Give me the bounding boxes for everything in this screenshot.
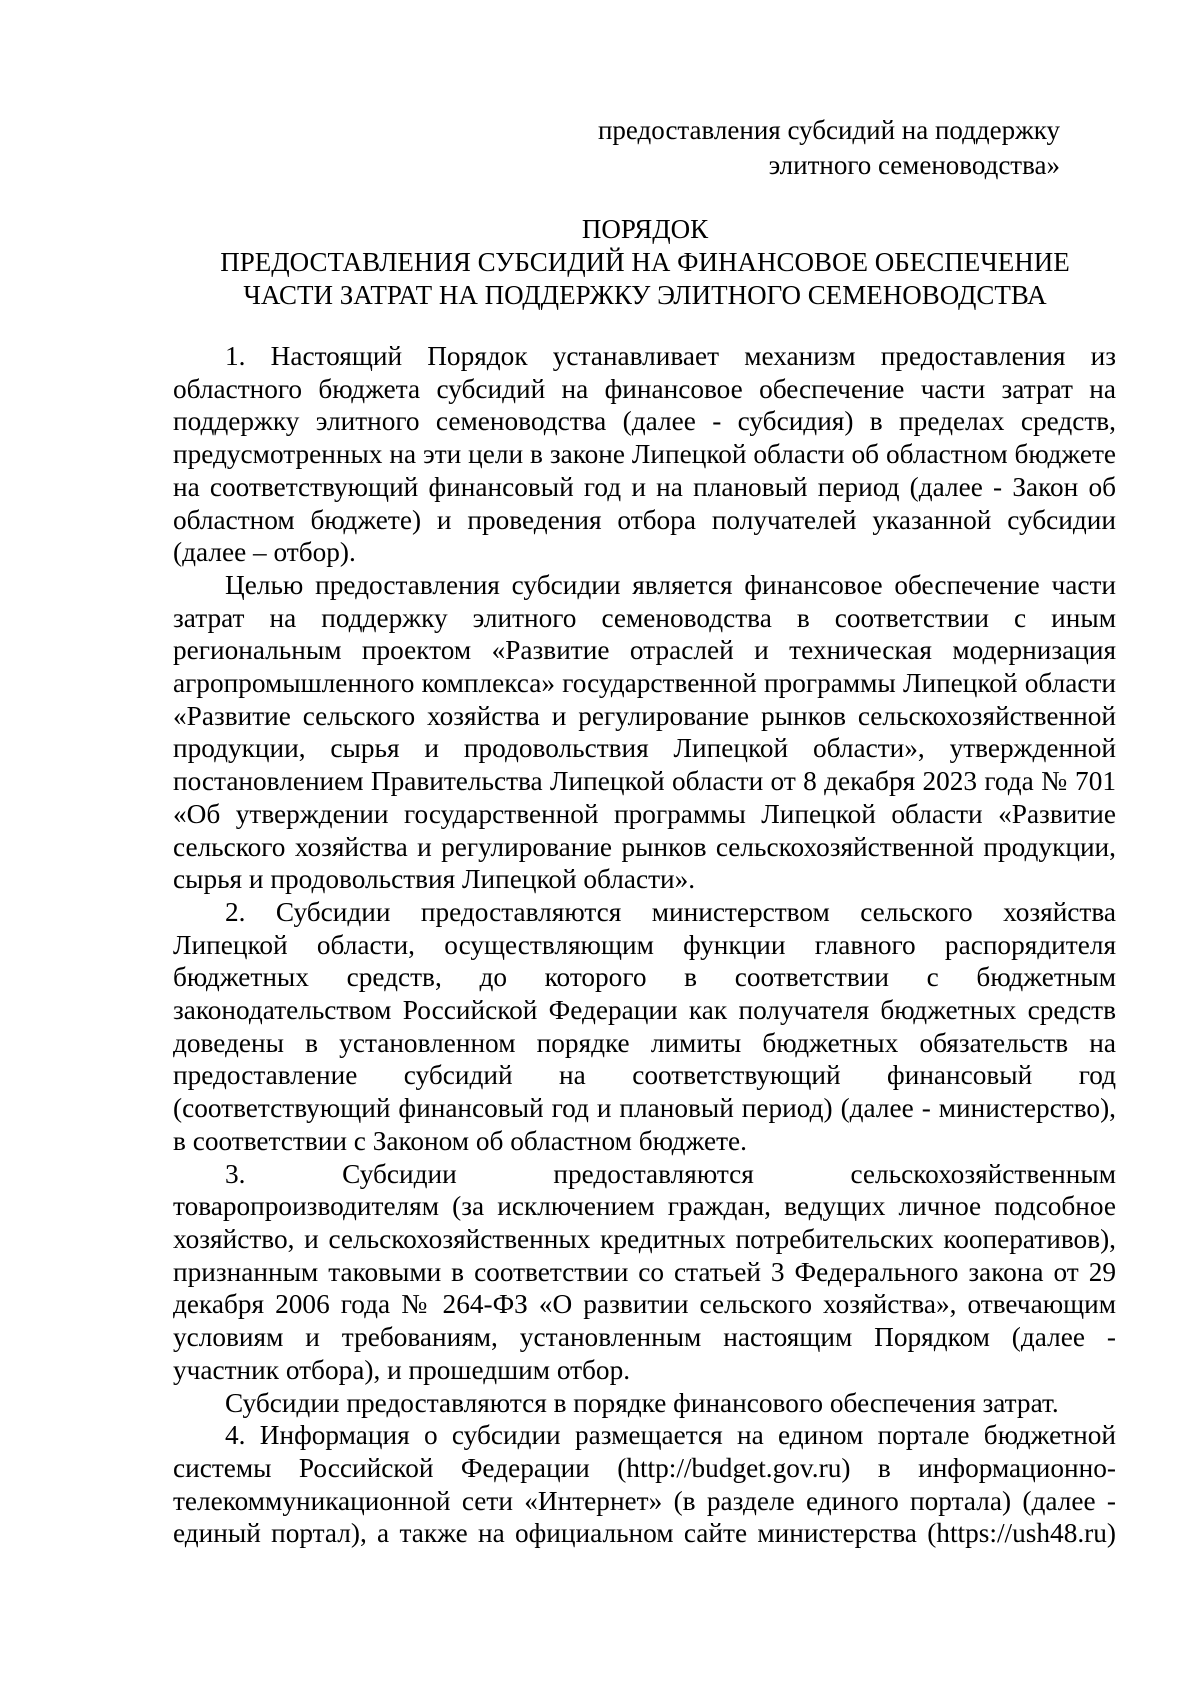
title-line-2: ПРЕДОСТАВЛЕНИЯ СУБСИДИЙ НА ФИНАНСОВОЕ ОБЕСПЕЧЕНИЕ bbox=[220, 247, 1070, 277]
document-body bbox=[173, 340, 1116, 1550]
header-line-1: предоставления субсидий на поддержку bbox=[597, 115, 1060, 145]
document-header bbox=[598, 113, 1060, 183]
paragraph-2: Целью предоставления субсидии является финансовое обеспечение части затрат на поддержку элитного семеноводства в соответствии с иным региональным проектом «Развитие отраслей и техническая модернизация агропромышленного комплекса» государственной программы Липецкой области «Развитие сельского хозяйства и регулирование рынков сельскохозяйственной продукции, сырья и продовольствия Липецкой области», утвержденной постановлением Правительства Липецкой области от 8 декабря 2023 года № 701 «Об утверждении государственной программы Липецкой области «Развитие сельского хозяйства и регулирование рынков сельскохозяйственной продукции, сырья и продовольствия Липецкой области». bbox=[173, 569, 1116, 895]
paragraph-4: 3. Субсидии предоставляются сельскохозяйственным товаропроизводителям (за исключением граждан, ведущих личное подсобное хозяйство, и сельскохозяйственных кредитных потребительских кооперативов), признанным таковыми в соответствии со статьей 3 Федерального закона от 29 декабря 2006 года № 264-ФЗ «О развитии сельского хозяйства», отвечающим условиям и требованиям, установленным настоящим Порядком (далее - участник отбора), и прошедшим отбор. bbox=[173, 1158, 1116, 1385]
title-line-3: ЧАСТИ ЗАТРАТ НА ПОДДЕРЖКУ ЭЛИТНОГО СЕМЕНОВОДСТВА bbox=[243, 280, 1047, 310]
paragraph-3: 2. Субсидии предоставляются министерством сельского хозяйства Липецкой области, осуществляющим функции главного распорядителя бюджетных средств, до которого в соответствии с бюджетным законодательством Российской Федерации как получателя бюджетных средств доведены в установленном порядке лимиты бюджетных обязательств на предоставление субсидий на соответствующий финансовый год (соответствующий финансовый год и плановый период) (далее - министерство), в соответствии с Законом об областном бюджете. bbox=[173, 896, 1116, 1156]
paragraph-5: Субсидии предоставляются в порядке финансового обеспечения затрат. bbox=[225, 1387, 1059, 1418]
paragraph-6: 4. Информация о субсидии размещается на едином портале бюджетной системы Российской Федерации (http://budget.gov.ru) в информационно-телекоммуникационной сети «Интернет» (в разделе единого портала) (далее - единый портал), а также на официальном сайте министерства (https://ush48.ru) bbox=[173, 1420, 1116, 1549]
header-line-2: элитного семеноводства» bbox=[768, 150, 1060, 180]
paragraph-1: 1. Настоящий Порядок устанавливает механизм предоставления из областного бюджета субсидий на финансовое обеспечение части затрат на поддержку элитного семеноводства (далее - субсидия) в пределах средств, предусмотренных на эти цели в законе Липецкой области об областном бюджете на соответствующий финансовый год и на плановый период (далее - Закон об областном бюджете) и проведения отбора получателей указанной субсидии (далее – отбор). bbox=[173, 341, 1116, 568]
document-title bbox=[170, 213, 1120, 312]
title-line-1: ПОРЯДОК bbox=[581, 214, 709, 244]
